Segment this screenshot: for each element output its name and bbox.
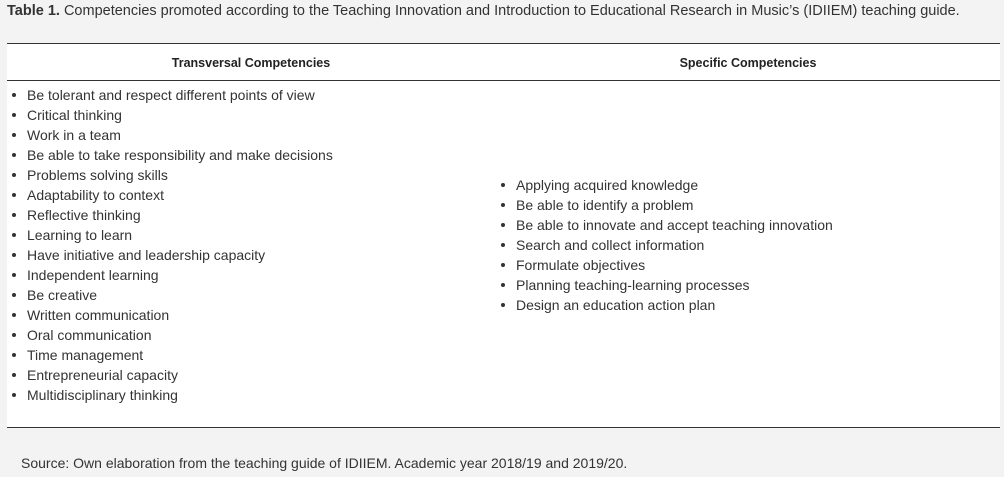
header-specific: Specific Competencies (679, 56, 817, 70)
caption-text: Competencies promoted according to the Teaching Innovation and Introduction to Educational Research in Music’s (IDIIEM) teaching guide. (63, 3, 960, 19)
list-item: Multidisciplinary thinking (7, 385, 333, 405)
list-item: Work in a team (7, 125, 333, 145)
transversal-list (7, 85, 333, 405)
list-item: Problems solving skills (7, 165, 333, 185)
list-item: Planning teaching-learning processes (496, 275, 833, 295)
table-caption (7, 2, 960, 20)
list-item: Design an education action plan (496, 295, 833, 315)
table-body-row (7, 81, 1000, 427)
list-item: Critical thinking (7, 105, 333, 125)
list-item: Written communication (7, 305, 333, 325)
list-item: Be able to take responsibility and make decisions (7, 145, 333, 165)
list-item: Search and collect information (496, 235, 833, 255)
list-item: Formulate objectives (496, 255, 833, 275)
list-item: Independent learning (7, 265, 333, 285)
list-item: Be tolerant and respect different points of view (7, 85, 333, 105)
list-item: Have initiative and leadership capacity (7, 245, 333, 265)
table-bottom-rule (7, 427, 1000, 428)
list-item: Reflective thinking (7, 205, 333, 225)
list-item: Be able to identify a problem (496, 195, 833, 215)
table-header-row (7, 44, 1000, 80)
list-item: Adaptability to context (7, 185, 333, 205)
list-item: Oral communication (7, 325, 333, 345)
list-item: Learning to learn (7, 225, 333, 245)
header-transversal: Transversal Competencies (171, 56, 331, 70)
source-note: Source: Own elaboration from the teaching guide of IDIIEM. Academic year 2018/19 and 2019/20. (21, 455, 628, 471)
caption-label: Table 1. (7, 3, 60, 19)
list-item: Time management (7, 345, 333, 365)
list-item: Entrepreneurial capacity (7, 365, 333, 385)
list-item: Be creative (7, 285, 333, 305)
specific-list (496, 175, 833, 315)
list-item: Be able to innovate and accept teaching innovation (496, 215, 833, 235)
list-item: Applying acquired knowledge (496, 175, 833, 195)
